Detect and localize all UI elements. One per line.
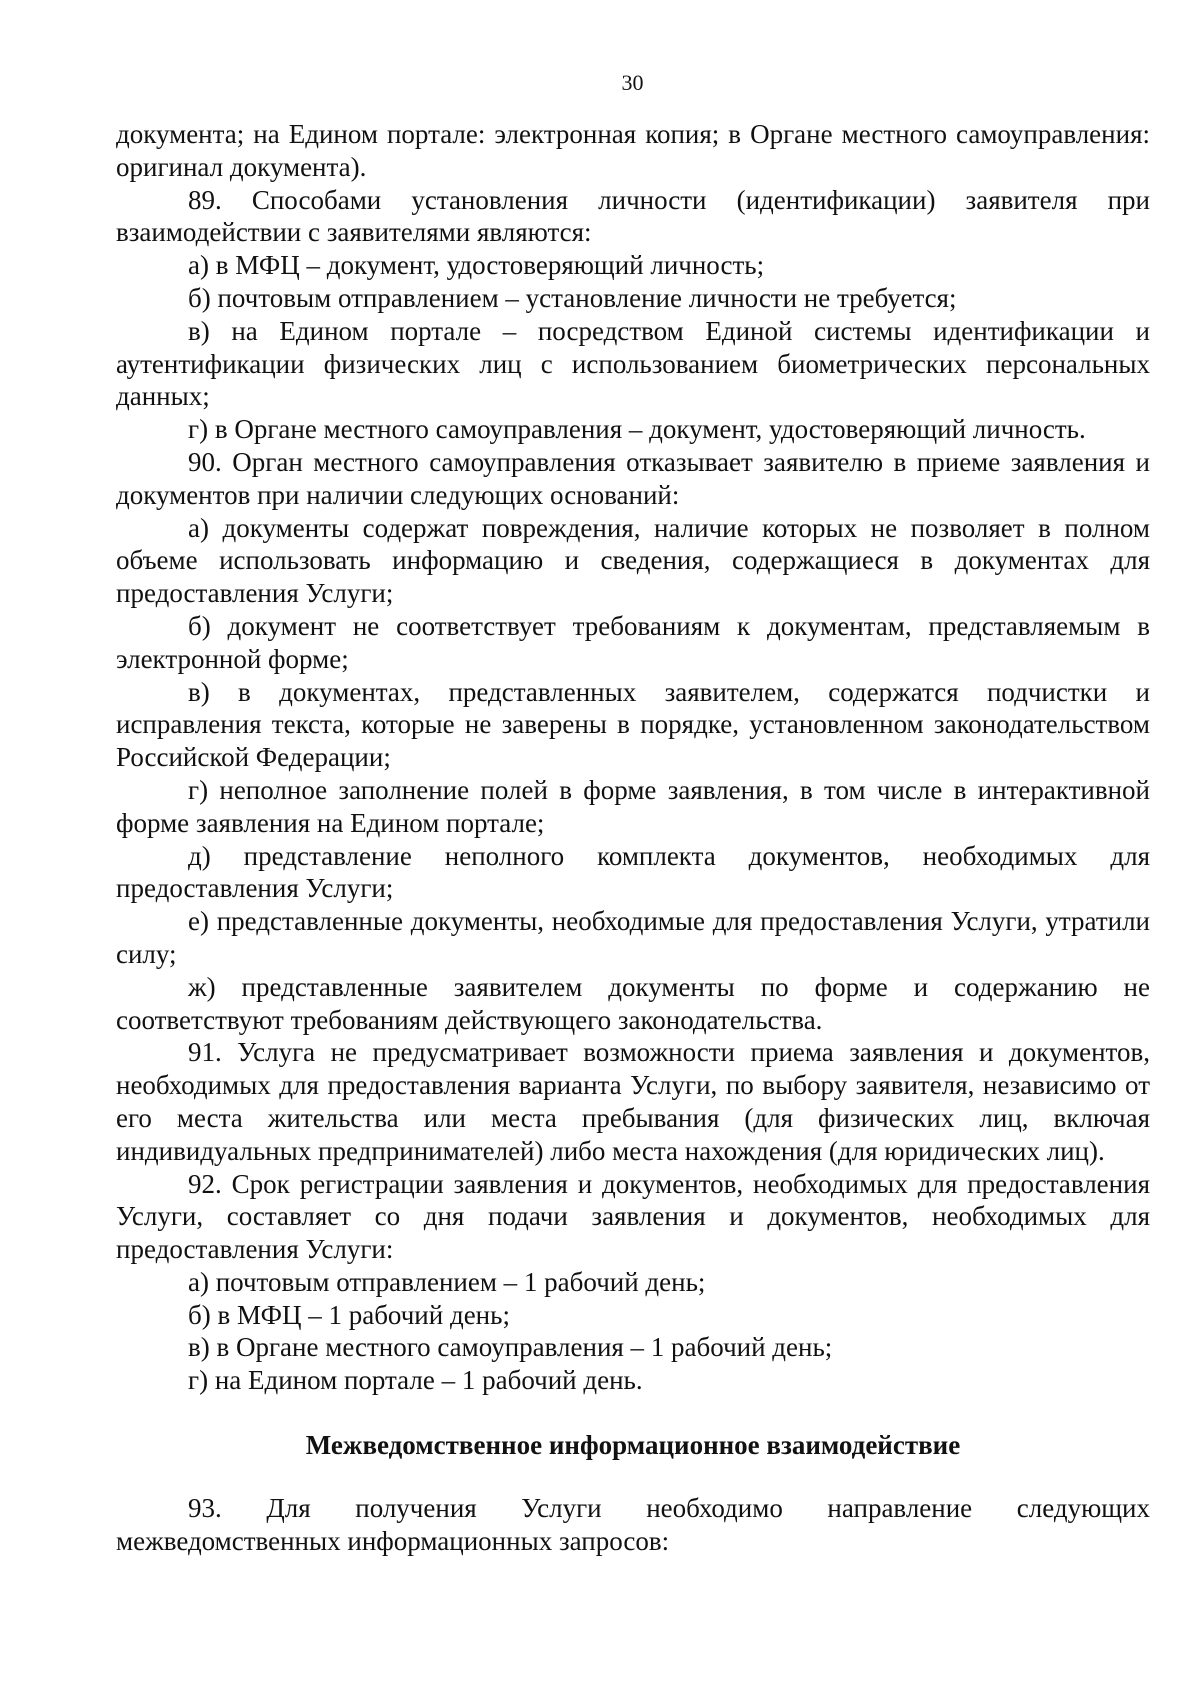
list-item-89b: б) почтовым отправлением – установление личности не требуется; [188,282,957,313]
list-item-90b: б) документ не соответствует требованиям к документам, представляемым в электронной форме; [116,610,1150,674]
list-item-90zh: ж) представленные заявителем документы по форме и содержанию не соответствуют требованиям действующего законодательства. [116,971,1150,1035]
list-item-92g: г) на Едином портале – 1 рабочий день. [188,1365,643,1396]
list-item-92a: а) почтовым отправлением – 1 рабочий день; [188,1266,706,1297]
paragraph-91: 91. Услуга не предусматривает возможности приема заявления и документов, необходимых для предоставления варианта Услуги, по выбору заявителя, независимо от его места жительства или места пребывания (для физических лиц, включая индивидуальных предпринимателей) либо места нахождения (для юридических лиц). [116,1037,1150,1166]
list-item-89a: а) в МФЦ – документ, удостоверяющий личность; [188,250,765,281]
list-item-89g: г) в Органе местного самоуправления – документ, удостоверяющий личность. [188,414,1086,445]
list-item-90d: д) представление неполного комплекта документов, необходимых для предоставления Услуги; [116,840,1150,904]
page-number: 30 [621,70,644,95]
paragraph-89: 89. Способами установления личности (идентификации) заявителя при взаимодействии с заявителями являются: [116,184,1150,248]
list-item-92b: б) в МФЦ – 1 рабочий день; [188,1299,510,1330]
list-item-90a: а) документы содержат повреждения, наличие которых не позволяет в полном объеме использовать информацию и сведения, содержащиеся в документах для предоставления Услуги; [116,512,1150,609]
list-item-90e: е) представленные документы, необходимые для предоставления Услуги, утратили силу; [116,906,1150,969]
document-body [116,118,1150,1557]
list-item-92v: в) в Органе местного самоуправления – 1 рабочий день; [188,1332,833,1363]
paragraph-90: 90. Орган местного самоуправления отказывает заявителю в приеме заявления и документов при наличии следующих оснований: [116,446,1150,510]
paragraph-92: 92. Срок регистрации заявления и документов, необходимых для предоставления Услуги, составляет со дня подачи заявления и документов, необходимых для предоставления Услуги: [116,1168,1150,1265]
list-item-89v: в) на Едином портале – посредством Единой системы идентификации и аутентификации физических лиц с использованием биометрических персональных данных; [116,315,1150,412]
list-item-90v: в) в документах, представленных заявителем, содержатся подчистки и исправления текста, которые не заверены в порядке, установленном законодательством Российской Федерации; [116,676,1150,773]
list-item-90g: г) неполное заполнение полей в форме заявления, в том числе в интерактивной форме заявления на Едином портале; [116,774,1150,838]
paragraph-continuation: документа; на Едином портале: электронная копия; в Органе местного самоуправления: оригинал документа). [116,119,1150,182]
paragraph-93: 93. Для получения Услуги необходимо направление следующих межведомственных информационных запросов: [116,1492,1150,1556]
section-heading: Межведомственное информационное взаимодействие [305,1430,961,1461]
